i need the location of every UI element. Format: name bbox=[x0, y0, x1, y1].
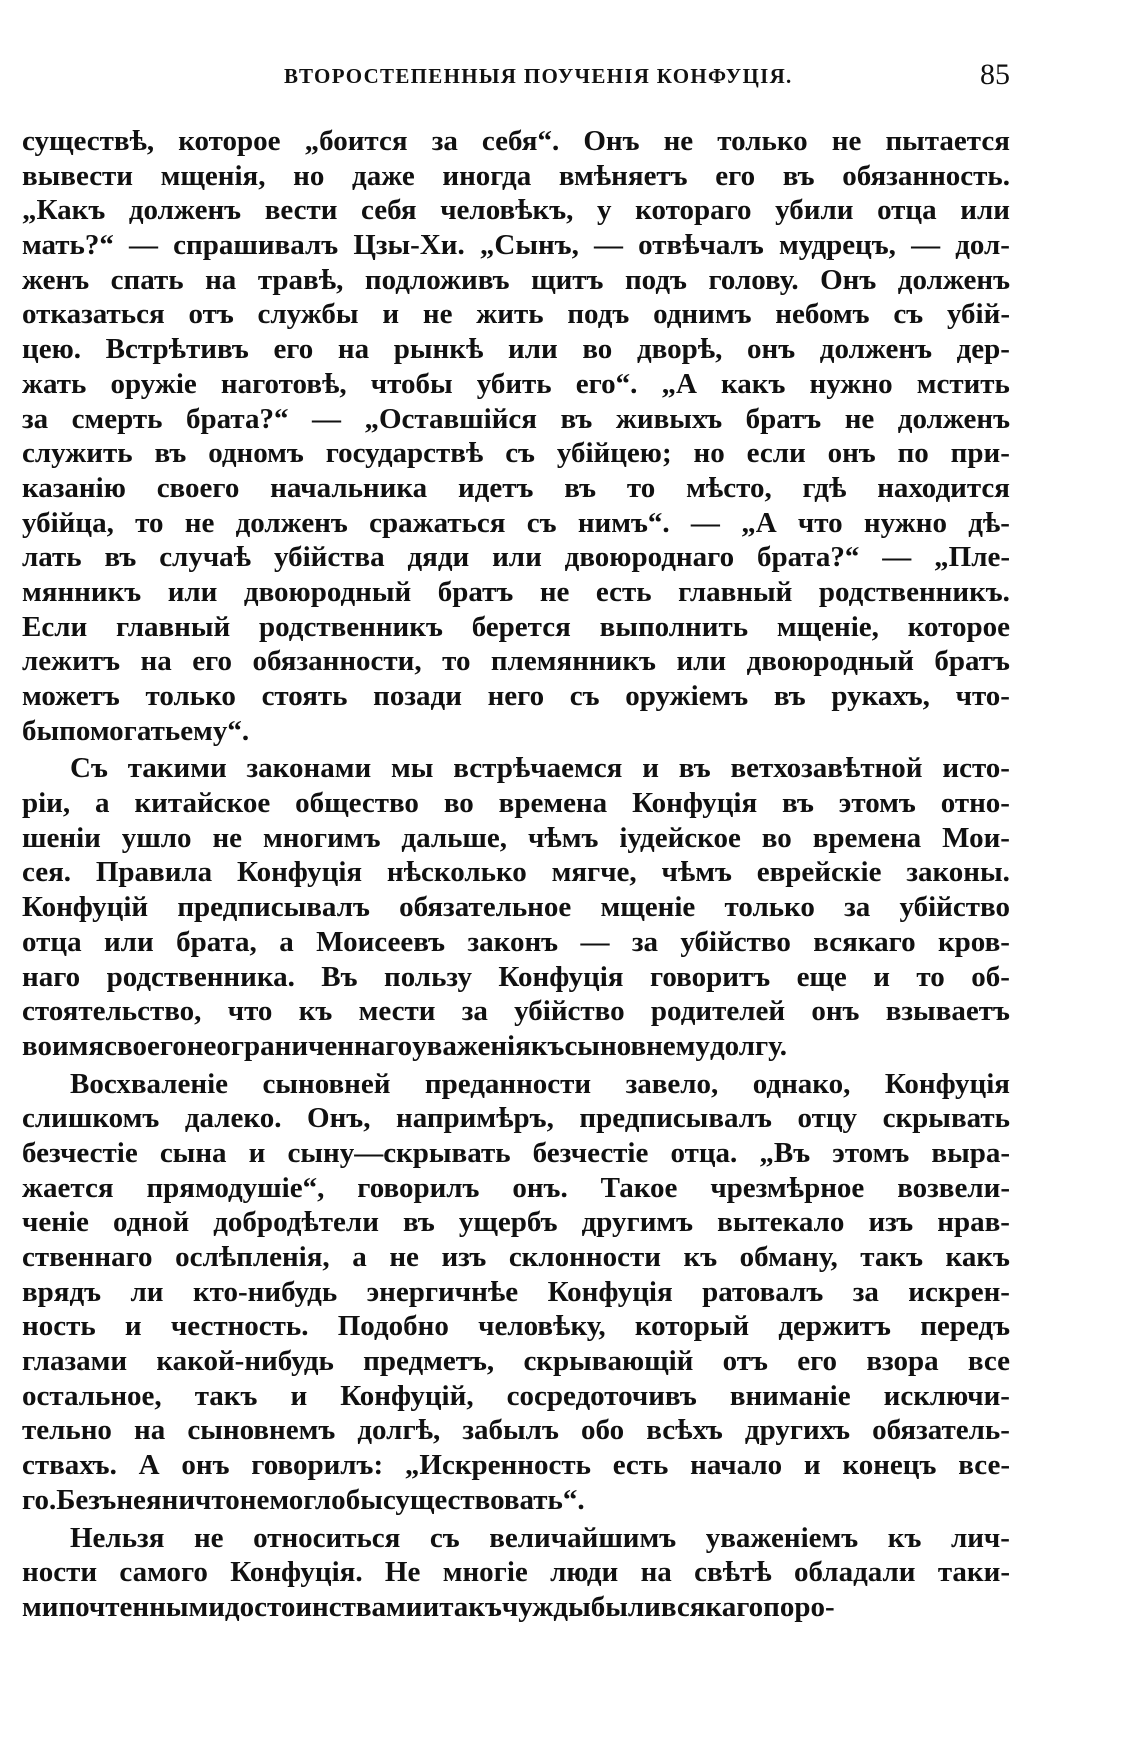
text-line: отказаться отъ службы и не жить подъ однимъ небомъ съ убій- bbox=[22, 298, 1010, 331]
page-header bbox=[22, 58, 1010, 98]
text-line: ми почтенными достоинствами и такъ чужды были всякаго поро- bbox=[22, 1590, 835, 1623]
text-line: ности самого Конфуція. Не многіе люди на свѣтѣ обладали таки- bbox=[22, 1556, 1010, 1589]
text-line: казанію своего начальника идетъ въ то мѣсто, гдѣ находится bbox=[22, 471, 1010, 504]
text-line: Восхваленіе сыновней преданности завело, однако, Конфуція bbox=[70, 1067, 1010, 1100]
text-line: ріи, а китайское общество во времена Конфуція въ этомъ отно- bbox=[22, 787, 1010, 820]
text-line: Конфуцій предписывалъ обязательное мщеніе только за убійство bbox=[22, 891, 1010, 924]
text-line: безчестіе сына и сыну—скрывать безчестіе отца. „Въ этомъ выра- bbox=[22, 1136, 1010, 1169]
paragraph bbox=[22, 1521, 1010, 1625]
text-line: ность и честность. Подобно человѣку, который держитъ передъ bbox=[22, 1310, 1010, 1343]
paragraph bbox=[22, 1067, 1010, 1518]
text-line: тельно на сыновнемъ долгѣ, забылъ обо всѣхъ другихъ обязатель- bbox=[22, 1414, 1010, 1447]
text-line: ствахъ. А онъ говорилъ: „Искренность есть начало и конецъ все- bbox=[22, 1449, 1010, 1482]
paragraph bbox=[22, 124, 1010, 748]
text-line: Съ такими законами мы встрѣчаемся и въ ветхозавѣтной исто- bbox=[70, 752, 1010, 785]
text-line: во имя своего неограниченнаго уваженія къ сыновнему долгу. bbox=[22, 1029, 788, 1062]
text-line: „Какъ долженъ вести себя человѣкъ, у котораго убили отца или bbox=[22, 194, 1010, 227]
text-line: вывести мщенія, но даже иногда вмѣняетъ его въ обязанность. bbox=[22, 159, 1010, 192]
text-line: Нельзя не относиться съ величайшимъ уваженіемъ къ лич- bbox=[70, 1521, 1010, 1554]
text-line: лать въ случаѣ убійства дяди или двоюроднаго брата?“ — „Пле- bbox=[22, 541, 1010, 574]
text-line: врядъ ли кто-нибудь энергичнѣе Конфуція ратовалъ за искрен- bbox=[22, 1275, 1010, 1308]
text-line: мать?“ — спрашивалъ Цзы-Хи. „Сынъ, — отвѣчалъ мудрецъ, — дол- bbox=[22, 229, 1010, 262]
text-line: лежитъ на его обязанности, то племянникъ или двоюродный братъ bbox=[22, 645, 1010, 678]
text-line: го. Безъ нея ничто не могло бы существовать“. bbox=[22, 1483, 585, 1516]
text-line: стоятельство, что къ мести за убійство родителей онъ взываетъ bbox=[22, 995, 1010, 1028]
text-line: можетъ только стоять позади него съ оружіемъ въ рукахъ, что- bbox=[22, 680, 1010, 712]
running-title: ВТОРОСТЕПЕННЫЯ ПОУЧЕНІЯ КОНФУЦІЯ. bbox=[284, 64, 793, 88]
text-line: убійца, то не долженъ сражаться съ нимъ“. — „А что нужно дѣ- bbox=[22, 506, 1010, 539]
text-line: Если главный родственникъ берется выполнить мщеніе, которое bbox=[22, 610, 1010, 643]
text-line: за смерть брата?“ — „Оставшійся въ живыхъ братъ не долженъ bbox=[22, 402, 1010, 435]
text-line: глазами какой-нибудь предметъ, скрывающій отъ его взора все bbox=[22, 1345, 1010, 1378]
text-line: ственнаго ослѣпленія, а не изъ склонности къ обману, такъ какъ bbox=[22, 1241, 1010, 1273]
text-line: остальное, такъ и Конфуцій, сосредоточивъ вниманіе исключи- bbox=[22, 1379, 1010, 1412]
text-line: существѣ, которое „боится за себя“. Онъ не только не пытается bbox=[22, 125, 1010, 157]
text-line: женъ спать на травѣ, подложивъ щитъ подъ голову. Онъ долженъ bbox=[22, 263, 1010, 296]
text-line: цею. Встрѣтивъ его на рынкѣ или во дворѣ, онъ долженъ дер- bbox=[22, 333, 1010, 366]
paragraph bbox=[22, 751, 1010, 1063]
text-line: бы помогать ему“. bbox=[22, 714, 250, 747]
body-text bbox=[22, 124, 1010, 1625]
text-line: отца или брата, а Моисеевъ законъ — за убійство всякаго кров- bbox=[22, 925, 1010, 958]
text-line: мянникъ или двоюродный братъ не есть главный родственникъ. bbox=[22, 575, 1010, 608]
text-line: шеніи ушло не многимъ дальше, чѣмъ іудейское во времена Мои- bbox=[22, 821, 1010, 854]
page-number: 85 bbox=[980, 58, 1010, 91]
text-line: жать оружіе наготовѣ, чтобы убить его“. „А какъ нужно мстить bbox=[22, 367, 1010, 400]
text-line: жается прямодушіе“, говорилъ онъ. Такое чрезмѣрное возвели- bbox=[22, 1171, 1010, 1204]
text-line: ченіе одной добродѣтели въ ущербъ другимъ вытекало изъ нрав- bbox=[22, 1206, 1010, 1239]
text-line: слишкомъ далеко. Онъ, напримѣръ, предписывалъ отцу скрывать bbox=[22, 1102, 1010, 1135]
text-line: служить въ одномъ государствѣ съ убійцею; но если онъ по при- bbox=[22, 437, 1010, 470]
text-line: наго родственника. Въ пользу Конфуція говоритъ еще и то об- bbox=[22, 960, 1010, 993]
text-line: сея. Правила Конфуція нѣсколько мягче, чѣмъ еврейскіе законы. bbox=[22, 856, 1010, 889]
